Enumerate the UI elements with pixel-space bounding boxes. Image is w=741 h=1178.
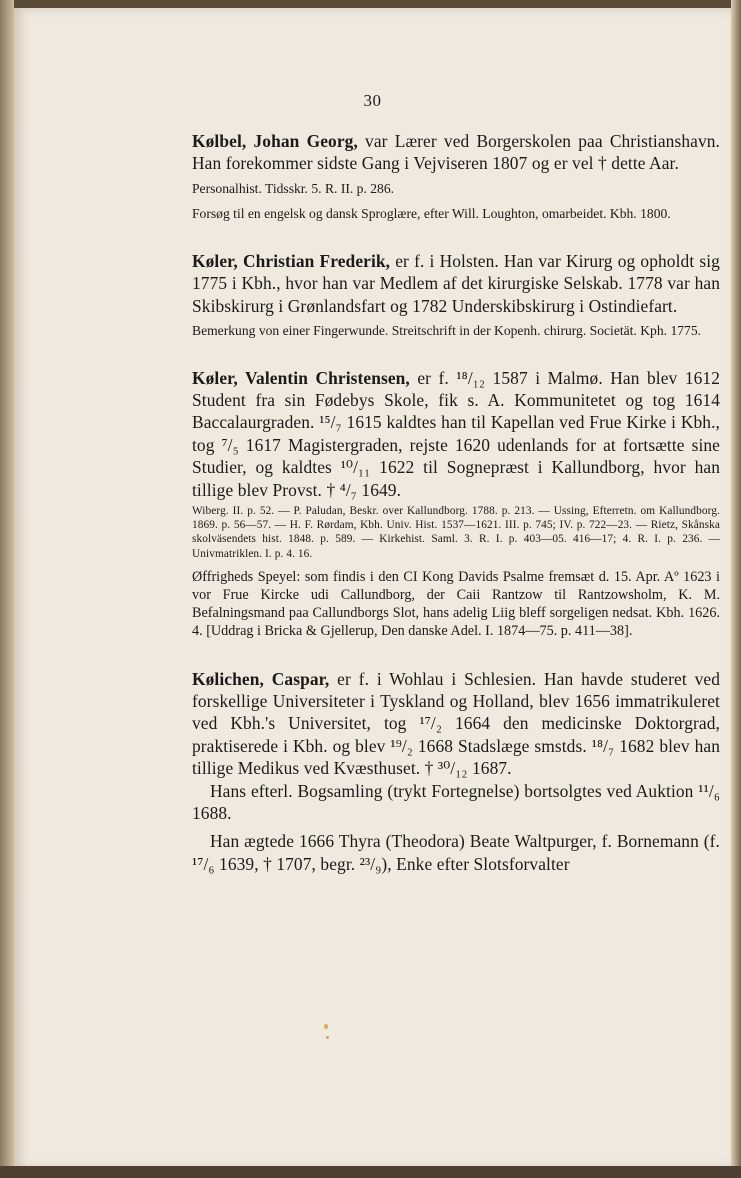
entry-text: er f. ¹⁸/₁₂ 1587 i Malmø. Han blev 1612 Student fra sin Fødebys Skole, fik s. A. Kommunitetet og tog 1614 Baccalaurgraden. ¹⁵/₇ 1615 kaldtes han til Kapellan ved Frue Kirke i Kbh., tog ⁷/₅ 1617 Magistergraden, rejste 1620 udenlands for at fortsætte sine Studier, og kaldtes ¹⁰/₁₁ 1622 til Sognepræst i Kallundborg, hvor han tillige blev Provst. † ⁴/₇ 1649. — [192, 367, 720, 500]
entry-name: Kølbel, Johan Georg, — [192, 131, 358, 151]
book-page — [14, 8, 731, 1168]
paper-speck — [326, 1036, 329, 1039]
entry-text: er f. i Wohlau i Schlesien. Han havde studeret ved forskellige Universiteter i Tyskland og Holland, blev 1656 immatrikuleret ved Kbh.'s Universitet, tog ¹⁷/₂ 1664 den medicinske Doktorgrad, praktiserede i Kbh. og blev ¹⁹/₂ 1668 Stadslæge smstds. ¹⁸/₇ 1682 blev han tillige Medikus ved Kvæsthuset. † ³⁰/₁₂ 1687. — [192, 668, 721, 779]
entry-koler-valentin — [192, 367, 720, 641]
entry-sources: Wiberg. II. p. 52. — P. Paludan, Beskr. over Kallundborg. 1788. p. 213. — Ussing, Efterretn. om Kallundborg. 1869. p. 56—57. — H. F. Rørdam, Kbh. Univ. Hist. 1537—1621. III. p. 745; IV. p. 722—23. — Rietz, Skånska skolväsendets hist. 1848. p. 589. — Kirkehist. Saml. 3. R. I. p. 403—05. 416—17; 4. R. I. p. 236. — Univmatriklen. I. p. 4. 16. — [192, 504, 720, 560]
page-number: 30 — [363, 91, 382, 110]
entry-paragraph: Han ægtede 1666 Thyra (Theodora) Beate Waltpurger, f. Bornemann (f. ¹⁷/₆ 1639, † 1707, begr. ²³/₉), Enke efter Slotsforvalter — [192, 831, 720, 874]
entry-note: Bemerkung von einer Fingerwunde. Streitschrift in der Kopenh. chirurg. Societät. Kph. 1775. — [192, 323, 702, 339]
entry-name: Køler, Christian Frederik, — [192, 250, 391, 271]
scan-bottom-edge — [0, 1166, 741, 1178]
entry-body — [192, 367, 720, 501]
entry-body — [192, 668, 720, 780]
entry-koler-christian — [192, 250, 720, 340]
entry-body — [192, 130, 720, 175]
entry-text: var Lærer ved Borgerskolen paa Christianshavn. Han forekommer sidste Gang i Vejviseren 1807 og er vel † dette Aar. — [192, 131, 721, 174]
entry-body — [192, 250, 720, 317]
entry-note: Personalhist. Tidsskr. 5. R. II. p. 286. — [192, 180, 395, 196]
entry-kolichen — [192, 668, 720, 876]
entry-name: Kølichen, Caspar, — [192, 668, 330, 689]
entry-text: er f. i Holsten. Han var Kirurg og opholdt sig 1775 i Kbh., hvor han var Medlem af det kirurgiske Selskab. 1778 var han Skibskirurg i Grønlandsfart og 1782 Underskibskirurg i Ostindiefart. — [192, 250, 720, 316]
scan-right-edge — [731, 0, 741, 1178]
entry-work-title: Øffrigheds Speyel: som findis i den CI Kong Davids Psalme fremsæt d. 15. Apr. Aº 1623 i vor Frue Kircke udi Callundborg, der Caii Rantzow til Rantzowsholm, K. M. Befalningsmand paa Callundborgs Slot, hans adelig Liig bleff sorgeligen nedsat. Kbh. 1626. 4. [Uddrag i Bricka & Gjellerup, Den danske Adel. I. 1874—75. p. 411—38]. — [192, 568, 720, 640]
page-content — [192, 130, 720, 902]
entry-paragraph: Hans efterl. Bogsamling (trykt Fortegnelse) bortsolgtes ved Auktion ¹¹/₆ 1688. — [192, 780, 720, 824]
entry-name: Køler, Valentin Christensen, — [192, 367, 410, 388]
scan-top-edge — [0, 0, 741, 8]
entry-note: Forsøg til en engelsk og dansk Sproglære, efter Will. Loughton, omarbeidet. Kbh. 1800. — [192, 206, 671, 222]
paper-speck — [324, 1024, 328, 1029]
scan-left-edge — [0, 0, 14, 1178]
entry-kolbel — [192, 130, 720, 223]
